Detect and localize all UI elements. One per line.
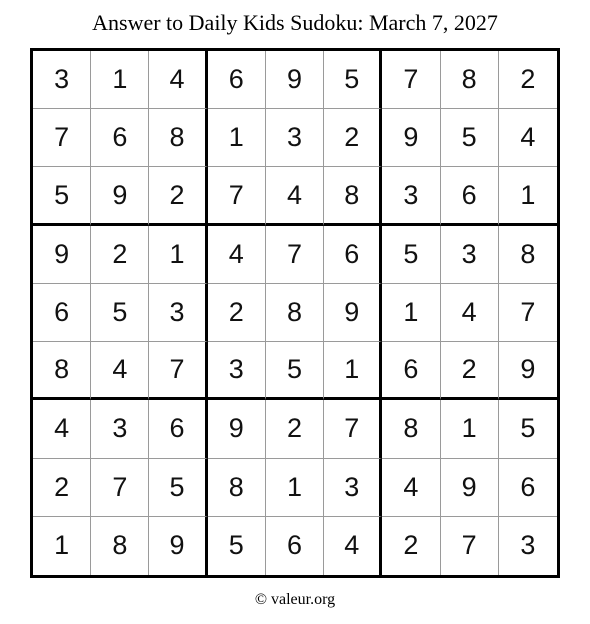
sudoku-cell: 4: [382, 459, 440, 517]
sudoku-cell: 3: [520, 530, 536, 561]
sudoku-cell: 4: [33, 400, 91, 458]
sudoku-cell: 4: [208, 226, 266, 284]
sudoku-cell: 2: [149, 167, 207, 225]
sudoku-cell: 1: [266, 459, 324, 517]
sudoku-cell: 9: [266, 51, 324, 109]
sudoku-cell: 8: [324, 167, 382, 225]
sudoku-cell: 4: [149, 51, 207, 109]
sudoku-cell: 4: [324, 517, 382, 575]
sudoku-cell: 5: [149, 459, 207, 517]
sudoku-cell: 4: [91, 342, 149, 400]
sudoku-grid: [30, 48, 560, 578]
sudoku-cell: 6: [91, 109, 149, 167]
sudoku-cell: 7: [324, 400, 382, 458]
sudoku-cell: 5: [33, 167, 91, 225]
sudoku-cell: 5: [208, 517, 266, 575]
sudoku-cell: 6: [266, 517, 324, 575]
sudoku-cell: 9: [382, 109, 440, 167]
sudoku-cell: 7: [91, 459, 149, 517]
sudoku-cell: 1: [382, 284, 440, 342]
sudoku-cell: 8: [499, 226, 557, 284]
sudoku-cell: 5: [382, 226, 440, 284]
sudoku-cell: 9: [499, 342, 557, 400]
sudoku-cell: 1: [499, 167, 557, 225]
sudoku-cell: 1: [91, 51, 149, 109]
sudoku-cell: 6: [324, 226, 382, 284]
sudoku-cell: 6: [441, 167, 499, 225]
sudoku-cell: 7: [208, 167, 266, 225]
sudoku-cell: 4: [441, 284, 499, 342]
sudoku-cell: 8: [441, 51, 499, 109]
sudoku-cell: 4: [499, 109, 557, 167]
sudoku-cell: 6: [208, 51, 266, 109]
sudoku-cell: 8: [149, 109, 207, 167]
sudoku-cell: 9: [33, 226, 91, 284]
sudoku-cell: 2: [266, 400, 324, 458]
sudoku-cell: 9: [208, 400, 266, 458]
sudoku-cell: 1: [208, 109, 266, 167]
sudoku-cell: 6: [33, 284, 91, 342]
sudoku-cell: 3: [266, 109, 324, 167]
sudoku-cell: 2: [382, 517, 440, 575]
sudoku-cell: 9: [324, 284, 382, 342]
sudoku-cell: 7: [499, 284, 557, 342]
sudoku-cell: 2: [33, 459, 91, 517]
sudoku-cell: 4: [266, 167, 324, 225]
sudoku-cell: 7: [149, 342, 207, 400]
sudoku-cell: 3: [149, 284, 207, 342]
sudoku-cell: 1: [324, 342, 382, 400]
sudoku-cell: 9: [149, 517, 207, 575]
sudoku-cell: 8: [208, 459, 266, 517]
sudoku-cell: 3: [33, 51, 91, 109]
sudoku-cell: 1: [441, 400, 499, 458]
sudoku-cell: 2: [324, 109, 382, 167]
sudoku-cell: 2: [208, 284, 266, 342]
sudoku-cell: 5: [91, 284, 149, 342]
sudoku-cell: 1: [149, 226, 207, 284]
sudoku-cell: 1: [33, 517, 91, 575]
copyright-footer: © valeur.org: [254, 591, 336, 608]
sudoku-cell: 6: [499, 459, 557, 517]
sudoku-cell: 8: [382, 400, 440, 458]
sudoku-cell: 5: [441, 109, 499, 167]
sudoku-cell: 2: [499, 51, 557, 109]
sudoku-cell: 9: [91, 167, 149, 225]
sudoku-cell: 5: [324, 51, 382, 109]
sudoku-cell: 5: [499, 400, 557, 458]
sudoku-cell: 3: [382, 167, 440, 225]
sudoku-cell: 3: [324, 459, 382, 517]
sudoku-cell: 2: [441, 342, 499, 400]
sudoku-cell: 8: [266, 284, 324, 342]
sudoku-cell: 5: [266, 342, 324, 400]
page-title: Answer to Daily Kids Sudoku: March 7, 2027: [92, 10, 498, 35]
sudoku-cell: 3: [208, 342, 266, 400]
sudoku-cell: 8: [91, 517, 149, 575]
sudoku-cell: 6: [382, 342, 440, 400]
sudoku-cell: 8: [33, 342, 91, 400]
sudoku-cell: 7: [441, 517, 499, 575]
sudoku-cell: 7: [382, 51, 440, 109]
sudoku-cell: 6: [149, 400, 207, 458]
sudoku-cell: 9: [441, 459, 499, 517]
sudoku-cell: 2: [91, 226, 149, 284]
sudoku-cell: 7: [266, 226, 324, 284]
sudoku-cell: 3: [91, 400, 149, 458]
sudoku-cell: 7: [33, 109, 91, 167]
sudoku-cell: 3: [441, 226, 499, 284]
